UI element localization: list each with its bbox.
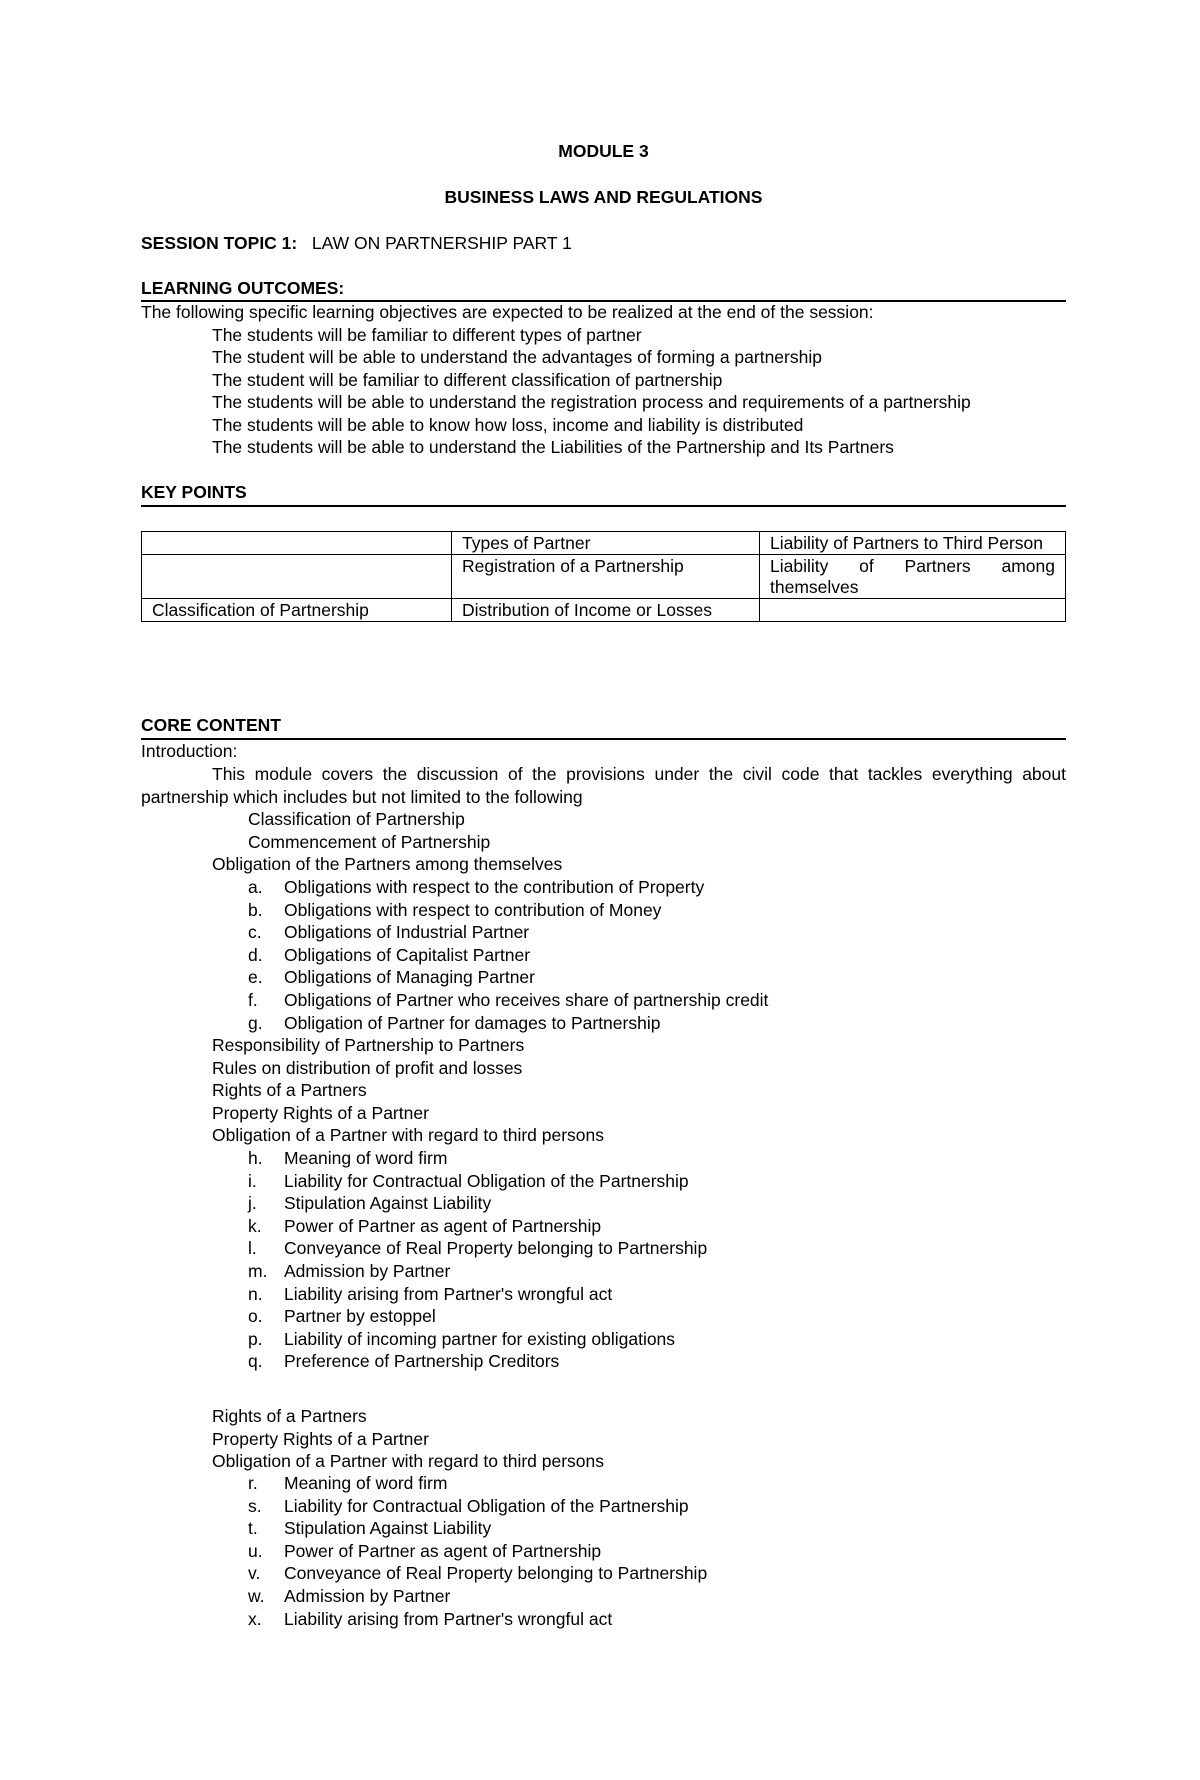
- learning-outcomes-intro: The following specific learning objectives are expected to be realized at the end of the session:: [141, 302, 874, 322]
- core-content-heading: CORE CONTENT: [141, 715, 281, 735]
- list-item: Liability for Contractual Obligation of the Partnership: [284, 1495, 689, 1516]
- table-cell: Liability of Partners to Third Person: [760, 532, 1066, 555]
- key-points-heading: KEY POINTS: [141, 482, 247, 502]
- list-letter: u.: [248, 1540, 263, 1561]
- key-points-table: [141, 531, 1066, 622]
- list-letter: s.: [248, 1495, 262, 1516]
- list-item: Power of Partner as agent of Partnership: [284, 1540, 602, 1561]
- content-item: Property Rights of a Partner: [212, 1428, 429, 1449]
- list-item: Partner by estoppel: [284, 1306, 436, 1327]
- list-item: Obligations of Industrial Partner: [284, 922, 530, 943]
- outcome-item: The student will be familiar to different classification of partnership: [212, 370, 723, 390]
- table-cell: Liability of Partners among themselves: [760, 555, 1066, 599]
- list-letter: r.: [248, 1473, 258, 1493]
- list-item: Liability for Contractual Obligation of the Partnership: [284, 1170, 689, 1191]
- content-item: Commencement of Partnership: [248, 832, 491, 852]
- list-item: Meaning of word firm: [284, 1148, 448, 1168]
- list-letter: p.: [248, 1328, 263, 1349]
- list-letter: e.: [248, 967, 263, 988]
- outcome-item: The student will be able to understand the advantages of forming a partnership: [212, 347, 822, 367]
- content-item: Rights of a Partners: [212, 1080, 367, 1101]
- table-cell: Classification of Partnership: [142, 599, 452, 622]
- list-letter: k.: [248, 1215, 262, 1236]
- list-item: Obligations with respect to the contribution of Property: [284, 877, 705, 897]
- introduction-label: Introduction:: [141, 741, 238, 761]
- list-letter: c.: [248, 922, 262, 943]
- list-item: Stipulation Against Liability: [284, 1518, 492, 1539]
- outcome-item: The students will be familiar to different types of partner: [212, 325, 642, 345]
- content-item: Rights of a Partners: [212, 1406, 367, 1426]
- content-item: Obligation of a Partner with regard to third persons: [212, 1451, 605, 1472]
- list-item: Conveyance of Real Property belonging to Partnership: [284, 1563, 708, 1584]
- content-item: Classification of Partnership: [248, 809, 465, 829]
- outcome-item: The students will be able to understand the registration process and requirements of a partnership: [212, 392, 971, 412]
- content-item: Obligation of the Partners among themselves: [212, 854, 563, 874]
- table-row: [142, 532, 1066, 555]
- list-item: Conveyance of Real Property belonging to Partnership: [284, 1238, 708, 1259]
- module-title: MODULE 3: [558, 141, 649, 161]
- list-letter: t.: [248, 1518, 258, 1539]
- list-item: Meaning of word firm: [284, 1473, 448, 1493]
- list-letter: h.: [248, 1148, 263, 1168]
- list-letter: g.: [248, 1012, 263, 1033]
- list-letter: w.: [248, 1586, 265, 1606]
- table-cell: [142, 555, 452, 599]
- table-row: [142, 555, 1066, 599]
- list-item: Obligations of Partner who receives share of partnership credit: [284, 990, 769, 1010]
- list-item: Admission by Partner: [284, 1261, 451, 1281]
- list-item: Preference of Partnership Creditors: [284, 1351, 560, 1372]
- list-letter: b.: [248, 899, 263, 920]
- list-item: Liability arising from Partner's wrongful act: [284, 1283, 613, 1304]
- list-item: Obligations of Managing Partner: [284, 967, 535, 988]
- list-letter: l.: [248, 1238, 257, 1259]
- list-letter: d.: [248, 944, 263, 965]
- section-rule: [141, 505, 1066, 507]
- introduction-paragraph: This module covers the discussion of the provisions under the civil code that tackles everything about partnership which includes but not limited to the following: [141, 764, 1066, 807]
- list-item: Obligations with respect to contribution of Money: [284, 899, 662, 920]
- list-item: Stipulation Against Liability: [284, 1193, 492, 1214]
- list-letter: j.: [248, 1193, 257, 1214]
- content-item: Property Rights of a Partner: [212, 1102, 429, 1123]
- content-item: Obligation of a Partner with regard to third persons: [212, 1125, 605, 1146]
- list-letter: m.: [248, 1261, 268, 1281]
- list-letter: a.: [248, 877, 263, 897]
- session-label: SESSION TOPIC 1:: [141, 233, 298, 253]
- session-topic: [141, 232, 572, 254]
- list-letter: q.: [248, 1351, 263, 1372]
- list-item: Liability of incoming partner for existing obligations: [284, 1328, 676, 1349]
- outcome-item: The students will be able to know how loss, income and liability is distributed: [212, 415, 804, 435]
- list-item: Liability arising from Partner's wrongful act: [284, 1608, 613, 1629]
- section-rule: [141, 738, 1066, 740]
- list-letter: n.: [248, 1283, 263, 1304]
- outcome-item: The students will be able to understand the Liabilities of the Partnership and Its Partners: [212, 437, 894, 457]
- table-row: [142, 599, 1066, 622]
- list-letter: x.: [248, 1608, 262, 1629]
- content-item: Rules on distribution of profit and losses: [212, 1057, 523, 1078]
- list-letter: o.: [248, 1306, 263, 1327]
- session-value: LAW ON PARTNERSHIP PART 1: [311, 233, 572, 253]
- table-cell: Registration of a Partnership: [452, 555, 760, 599]
- table-cell: Types of Partner: [452, 532, 760, 555]
- list-item: Obligations of Capitalist Partner: [284, 944, 531, 965]
- list-letter: i.: [248, 1170, 257, 1191]
- list-item: Admission by Partner: [284, 1586, 451, 1606]
- table-cell: [142, 532, 452, 555]
- list-letter: f.: [248, 990, 258, 1010]
- list-letter: v.: [248, 1563, 261, 1584]
- learning-outcomes-heading: LEARNING OUTCOMES:: [141, 278, 345, 298]
- table-cell: Distribution of Income or Losses: [452, 599, 760, 622]
- table-cell: [760, 599, 1066, 622]
- list-item: Obligation of Partner for damages to Partnership: [284, 1012, 661, 1033]
- list-item: Power of Partner as agent of Partnership: [284, 1215, 602, 1236]
- subject-title: BUSINESS LAWS AND REGULATIONS: [444, 187, 763, 207]
- content-item: Responsibility of Partnership to Partners: [212, 1035, 525, 1055]
